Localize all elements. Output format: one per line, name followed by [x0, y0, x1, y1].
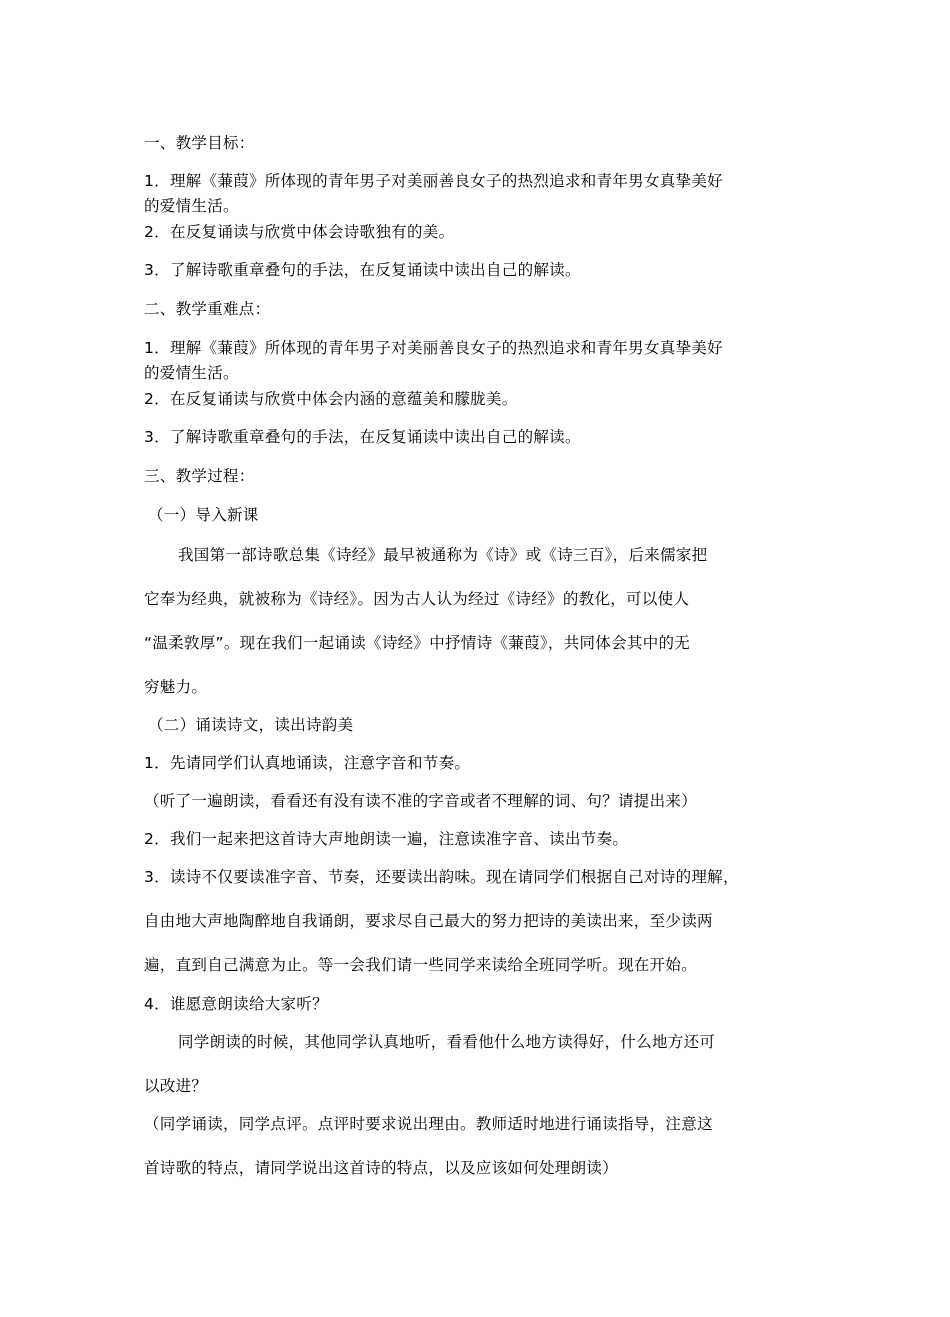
paragraph-line: （听了一遍朗读，看看还有没有读不准的字音或者不理解的词、句？请提出来） [144, 792, 698, 810]
paragraph-line: 首诗歌的特点，请同学说出这首诗的特点，以及应该如何处理朗读） [144, 1159, 619, 1177]
paragraph-line: 穷魅力。 [144, 678, 208, 696]
section-heading: 一、教学目标： [144, 134, 255, 152]
paragraph-line: 我国第一部诗歌总集《诗经》最早被通称为《诗》或《诗三百》，后来儒家把 [178, 546, 708, 564]
paragraph-line: 遍，直到自己满意为止。等一会我们请一些同学来读给全班同学听。现在开始。 [144, 956, 698, 974]
paragraph-line: 4．谁愿意朗读给大家听？ [144, 995, 328, 1013]
paragraph-line: 3．了解诗歌重章叠句的手法，在反复诵读中读出自己的解读。 [144, 428, 581, 446]
section-heading: 三、教学过程： [144, 467, 255, 485]
paragraph-line: 1．先请同学们认真地诵读，注意字音和节奏。 [144, 754, 471, 772]
paragraph-line: 的爱情生活。 [144, 364, 239, 382]
paragraph-line: “温柔敦厚”。现在我们一起诵读《诗经》中抒情诗《蒹葭》，共同体会其中的无 [144, 634, 691, 652]
paragraph-line: 自由地大声地陶醉地自我诵朗，要求尽自己最大的努力把诗的美读出来，至少读两 [144, 912, 713, 930]
paragraph-line: 的爱情生活。 [144, 197, 239, 215]
subsection-heading: （一）导入新课 [148, 506, 259, 524]
paragraph-line: 3．读诗不仅要读准字音、节奏，还要读出韵味。现在请同学们根据自己对诗的理解， [144, 868, 739, 886]
section-heading: 二、教学重难点： [144, 300, 271, 318]
paragraph-line: 2．在反复诵读与欣赏中体会诗歌独有的美。 [144, 223, 455, 241]
paragraph-line: 2．在反复诵读与欣赏中体会内涵的意蕴美和朦胧美。 [144, 390, 518, 408]
paragraph-line: 它奉为经典，就被称为《诗经》。因为古人认为经过《诗经》的教化，可以使人 [144, 590, 690, 608]
paragraph-line: 3．了解诗歌重章叠句的手法，在反复诵读中读出自己的解读。 [144, 261, 581, 279]
paragraph-line: 2．我们一起来把这首诗大声地朗读一遍，注意读准字音、读出节奏。 [144, 830, 629, 848]
subsection-heading: （二）诵读诗文，读出诗韵美 [148, 716, 354, 734]
paragraph-line: 1．理解《蒹葭》所体现的青年男子对美丽善良女子的热烈追求和青年男女真挚美好 [144, 339, 723, 357]
paragraph-line: （同学诵读，同学点评。点评时要求说出理由。教师适时地进行诵读指导，注意这 [144, 1115, 713, 1133]
paragraph-line: 同学朗读的时候，其他同学认真地听，看看他什么地方读得好，什么地方还可 [178, 1033, 716, 1051]
paragraph-line: 以改进？ [144, 1077, 208, 1095]
paragraph-line: 1．理解《蒹葭》所体现的青年男子对美丽善良女子的热烈追求和青年男女真挚美好 [144, 172, 723, 190]
